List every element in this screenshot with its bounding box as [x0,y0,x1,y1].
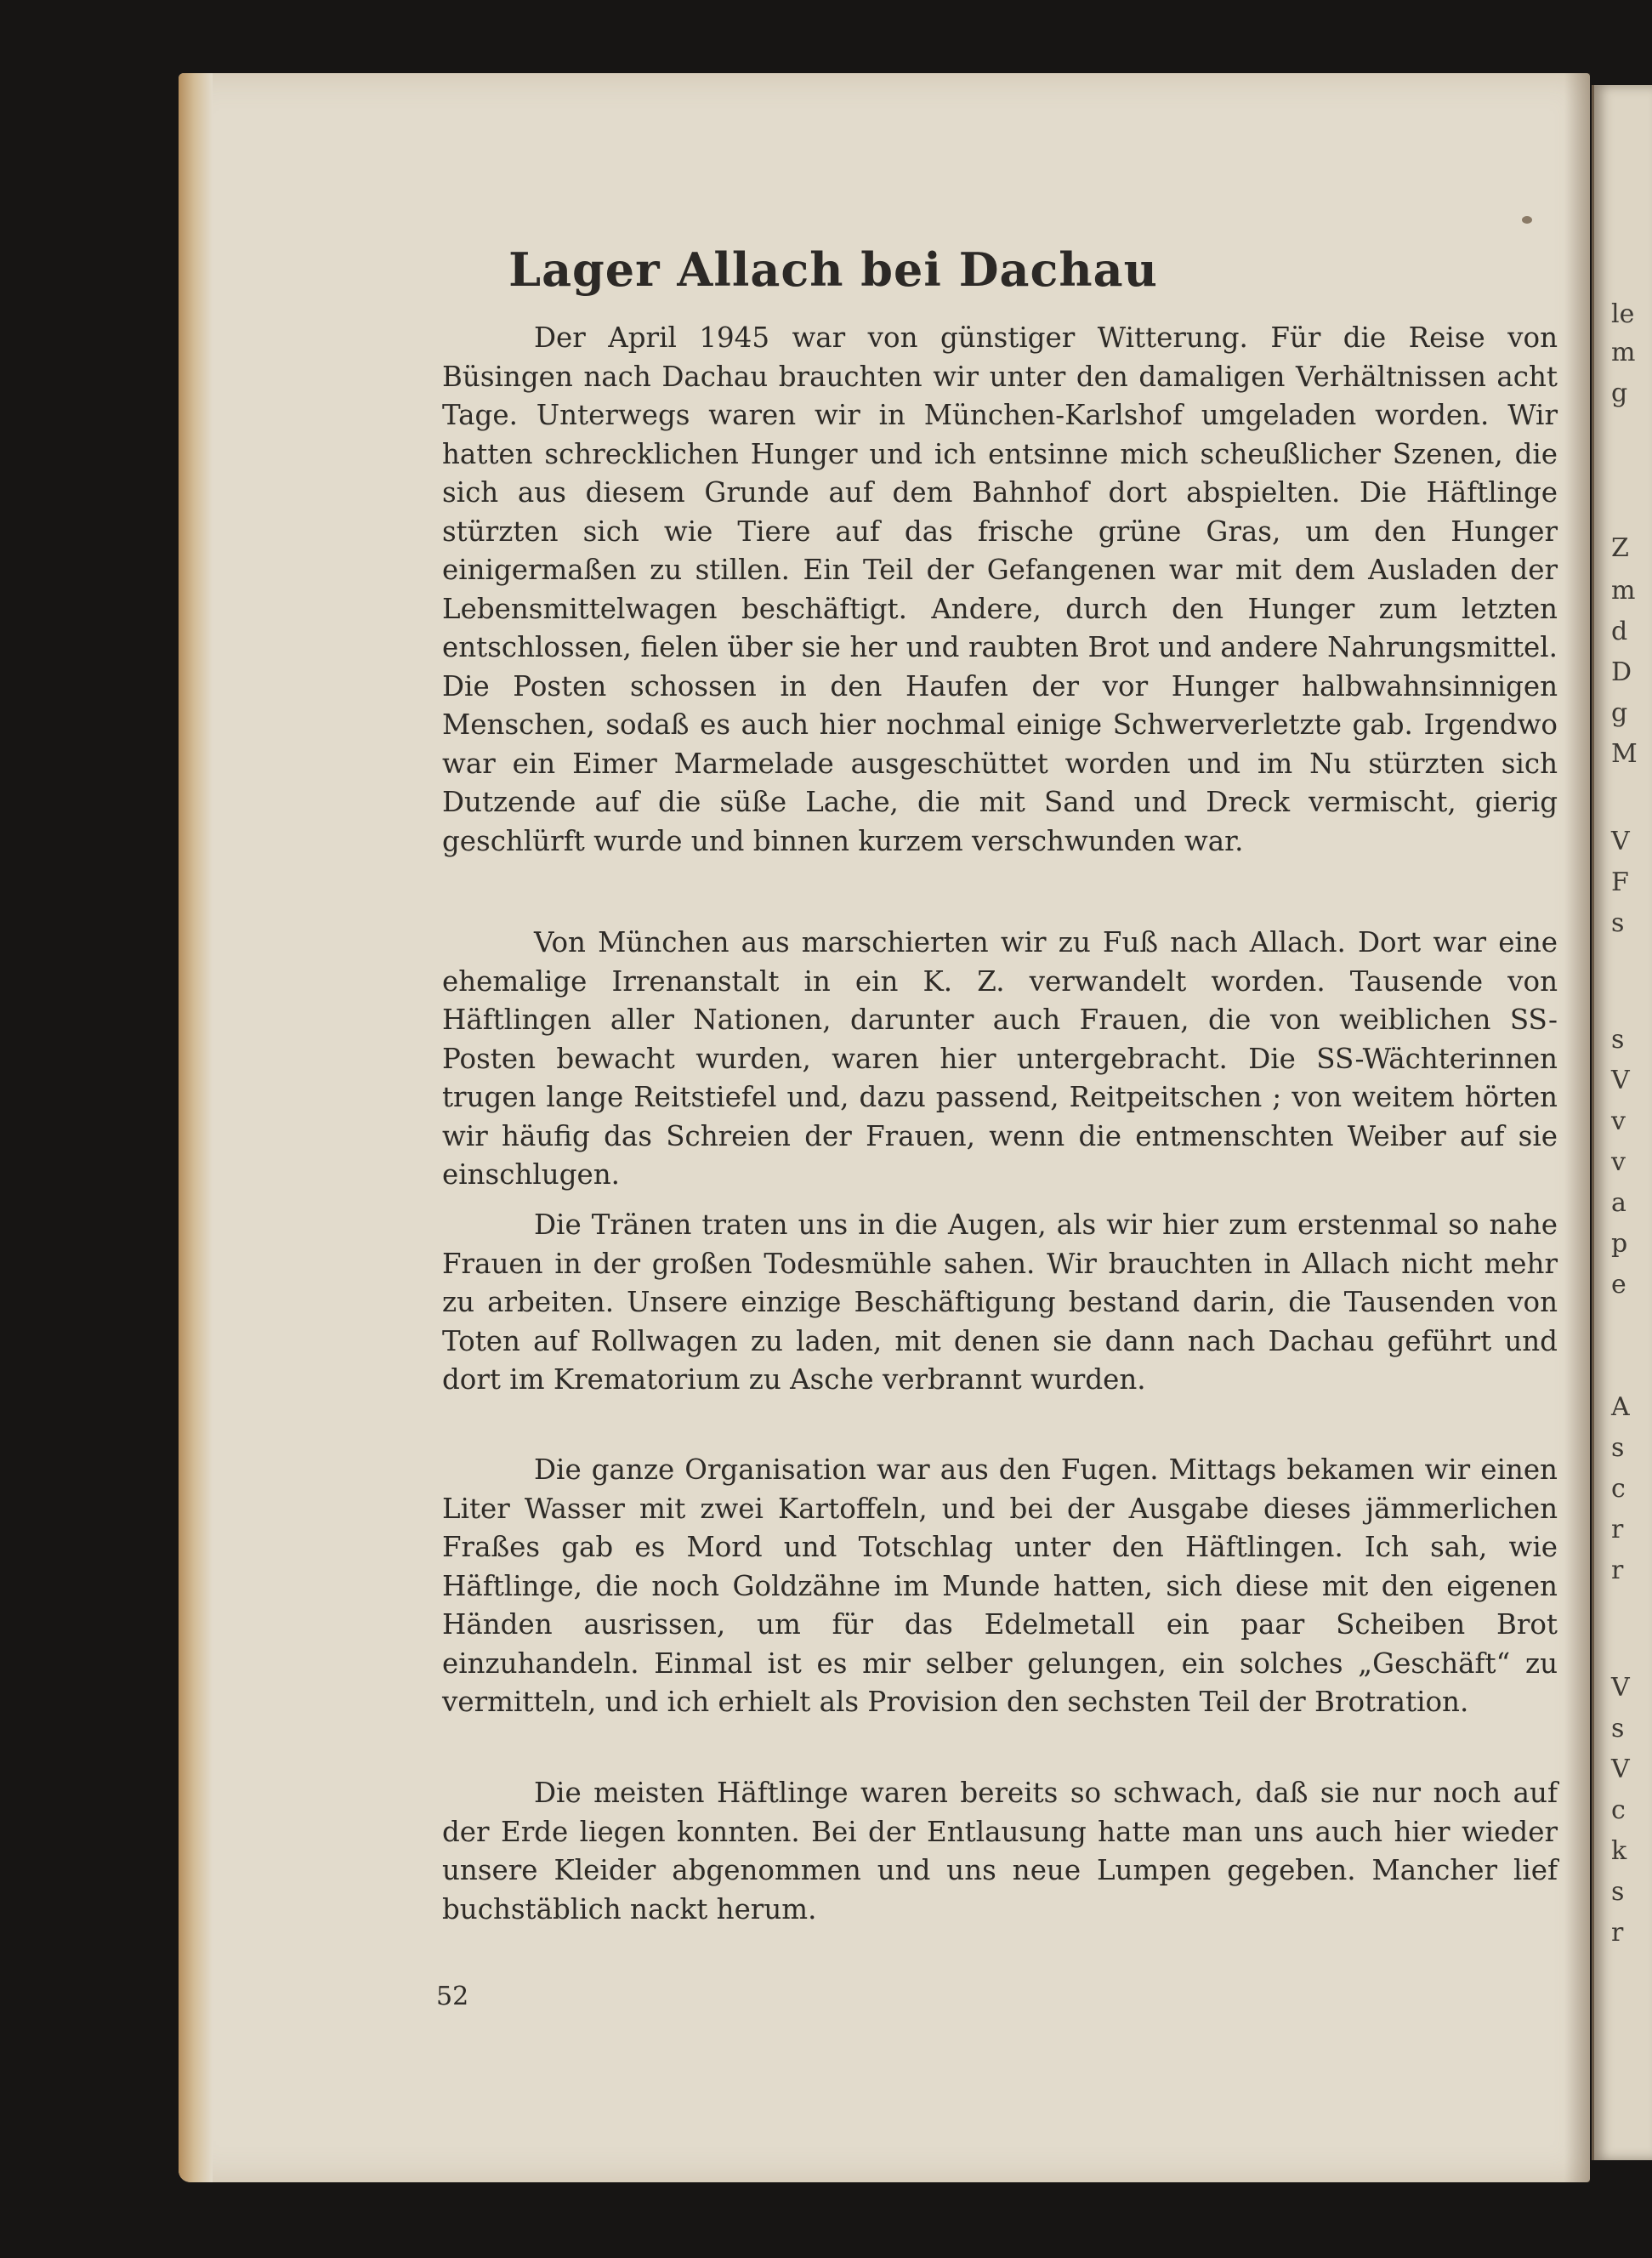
adjacent-page-fragment: r [1611,1918,1624,1948]
adjacent-page-fragment: g [1611,378,1628,408]
adjacent-page-fragment: s [1611,1433,1625,1463]
adjacent-page-fragment: r [1611,1556,1624,1585]
adjacent-page-fragment: g [1611,698,1628,728]
body-paragraph [442,1451,1558,1722]
adjacent-page-fragment: r [1611,1515,1624,1544]
paragraph-text: Die ganze Organisation war aus den Fugen. Mittags bekamen wir einen Liter Wasser mit zwei Kartoffeln, und bei der Ausgabe dieses jämmerlichen Fraßes gab es Mord und Totschlag unter den Häftlingen. Ich sah, wie Häftlinge, die noch Goldzähne im Munde hatten, sich diese mit den eigenen Händen ausrissen, um für das Edelmetall ein paar Scheiben Brot einzuhandeln. Einmal ist es mir selber gelungen, ein solches „Geschäft“ zu vermitteln, und ich erhielt als Provision den sechsten Teil der Brotration. [442,1453,1558,1718]
adjacent-page-fragment: s [1611,1714,1625,1743]
adjacent-page-fragment: F [1611,867,1629,897]
adjacent-page-fragment: c [1611,1474,1626,1504]
paragraph-text: Von München aus marschierten wir zu Fuß nach Allach. Dort war eine ehemalige Irrenanstalt in ein K. Z. verwandelt worden. Tausende von Häftlingen aller Nationen, darunter auch Frauen, die von weiblichen SS-Posten bewacht wurden, waren hier untergebracht. Die SS-Wächterinnen trugen lange Reitstiefel und, dazu passend, Reitpeitschen ; von weitem hörten wir häufig das Schreien der Frauen, wenn die entmenschten Weiber auf sie einschlugen. [442,926,1558,1191]
adjacent-page [1592,85,1652,2160]
adjacent-page-fragment: s [1611,1025,1625,1055]
adjacent-page-fragment: Z [1611,533,1629,563]
chapter-title: Lager Allach bei Dachau [508,242,1158,297]
adjacent-page-fragment: V [1611,827,1630,856]
paragraph-text: Der April 1945 war von günstiger Witterung. Für die Reise von Büsingen nach Dachau brauchten wir unter den damaligen Verhältnissen acht Tage. Unterwegs waren wir in München-Karlshof umgeladen worden. Wir hatten schrecklichen Hunger und ich entsinne mich scheußlicher Szenen, die sich aus diesem Grunde auf dem Bahnhof dort abspielten. Die Häftlinge stürzten sich wie Tiere auf das frische grüne Gras, um den Hunger einigermaßen zu stillen. Ein Teil der Gefangenen war mit dem Ausladen der Lebensmittelwagen beschäftigt. Andere, durch den Hunger zum letzten entschlossen, fielen über sie her und raubten Brot und andere Nahrungsmittel. Die Posten schossen in den Haufen der vor Hunger halbwahnsinnigen Menschen, sodaß es auch hier nochmal einige Schwerverletzte gab. Irgendwo war ein Eimer Marmelade ausgeschüttet worden und im Nu stürzten sich Dutzende auf die süße Lache, die mit Sand und Dreck vermischt, gierig geschlürft wurde und binnen kurzem verschwunden war. [442,321,1558,857]
body-paragraph [442,319,1558,861]
body-paragraph [442,1774,1558,1929]
adjacent-page-fragment: V [1611,1673,1630,1703]
page-edge [179,73,213,2182]
adjacent-page-fragment: V [1611,1066,1630,1095]
adjacent-page-fragment: k [1611,1836,1627,1866]
adjacent-page-fragment: e [1611,1270,1626,1300]
adjacent-page-fragment: p [1611,1229,1628,1259]
adjacent-page-fragment: v [1611,1106,1626,1136]
adjacent-page-fragment: m [1611,338,1636,367]
body-paragraph [442,1206,1558,1400]
adjacent-page-fragment: M [1611,739,1638,769]
adjacent-page-fragment: v [1611,1147,1626,1177]
adjacent-page-fragment: a [1611,1188,1626,1218]
adjacent-page-fragment: d [1611,617,1628,646]
adjacent-page-fragment: m [1611,576,1636,606]
body-paragraph [442,924,1558,1195]
adjacent-page-fragment: c [1611,1795,1626,1825]
adjacent-page-fragment: s [1611,908,1625,938]
adjacent-page-fragment: A [1611,1392,1630,1422]
paragraph-text: Die Tränen traten uns in die Augen, als wir hier zum erstenmal so nahe Frauen in der großen Todesmühle sahen. Wir brauchten in Allach nicht mehr zu arbeiten. Unsere einzige Beschäftigung bestand darin, die Tausenden von Toten auf Rollwagen zu laden, mit denen sie dann nach Dachau geführt und dort im Krematorium zu Asche verbrannt wurden. [442,1209,1558,1396]
paragraph-text: Die meisten Häftlinge waren bereits so schwach, daß sie nur noch auf der Erde liegen konnten. Bei der Entlausung hatte man uns auch hier wieder unsere Kleider abgenommen und uns neue Lumpen gegeben. Mancher lief buchstäblich nackt herum. [442,1777,1558,1925]
page-gutter [1564,73,1590,2182]
paper-speck [1522,216,1532,224]
adjacent-page-fragment: s [1611,1877,1625,1907]
adjacent-page-fragment: D [1611,657,1632,687]
adjacent-page-fragment: le [1611,299,1635,329]
adjacent-page-fragment: V [1611,1755,1630,1784]
page-number: 52 [436,1982,469,2011]
